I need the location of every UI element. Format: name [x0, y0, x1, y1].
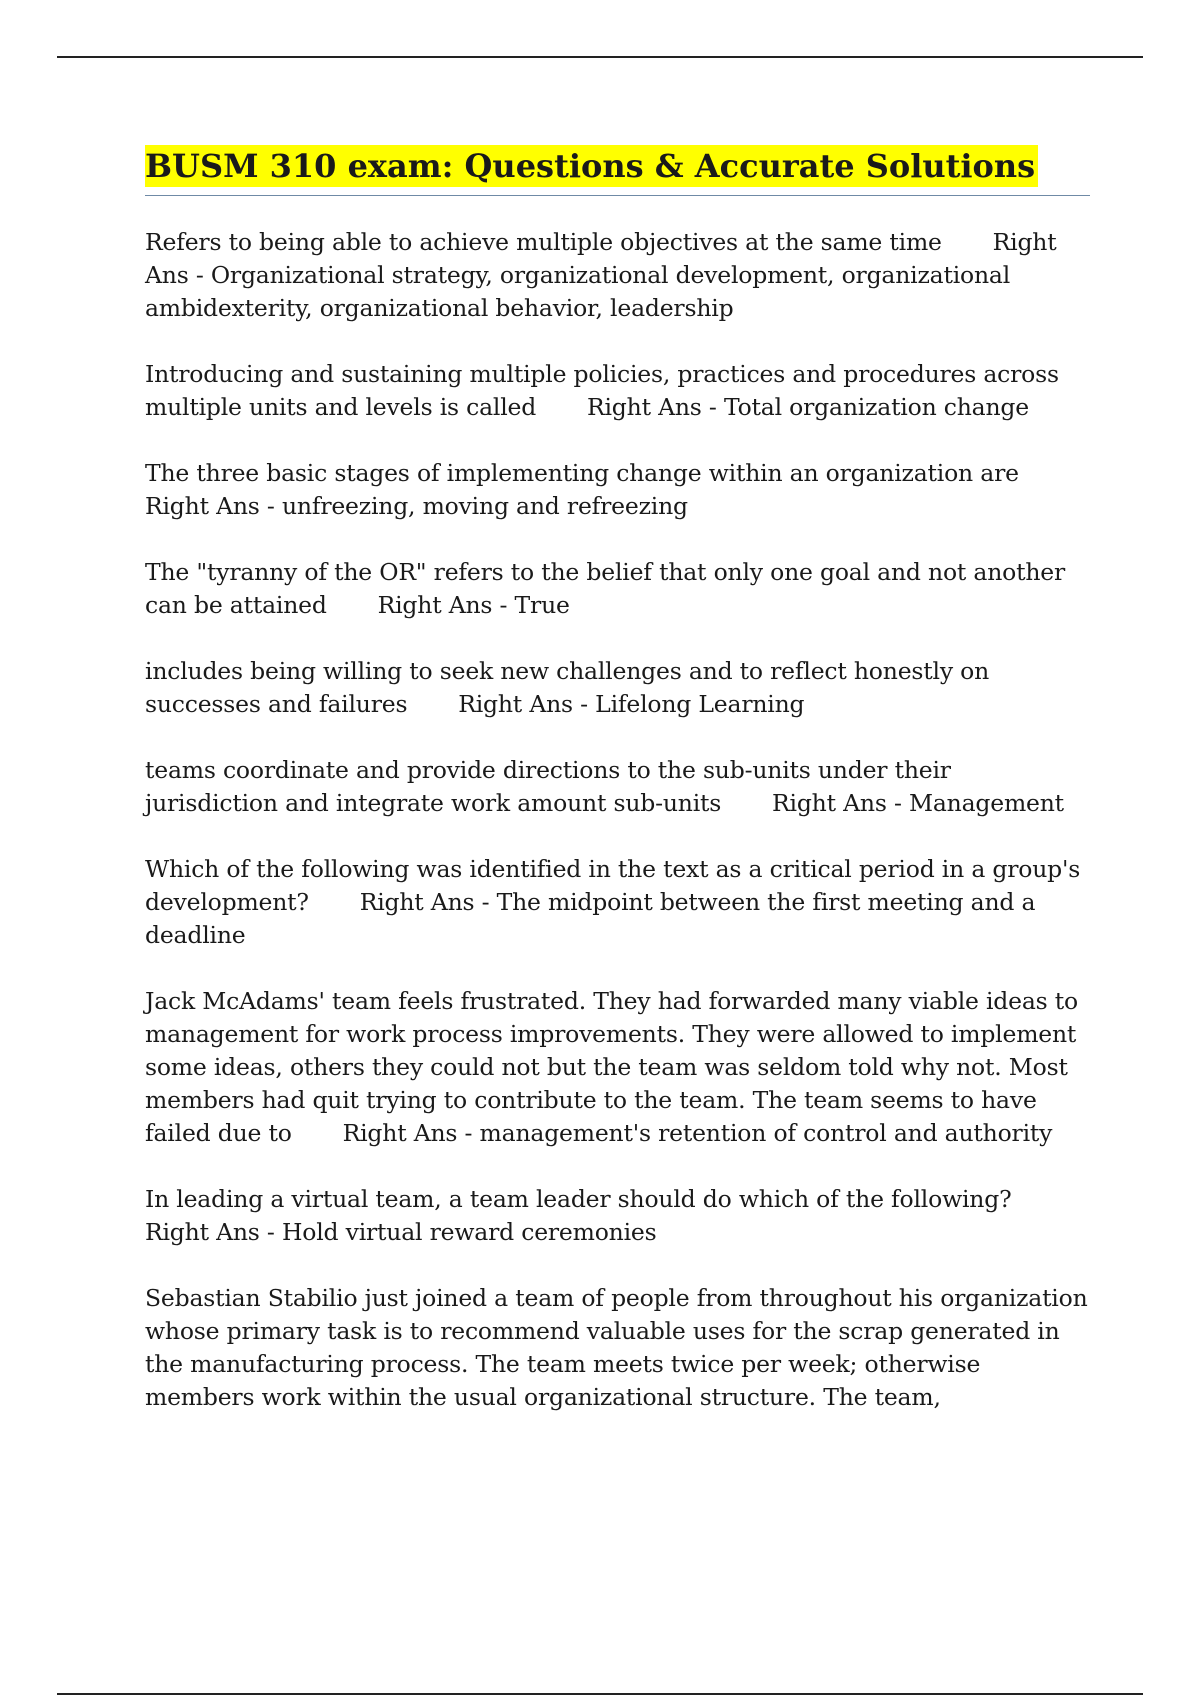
answer-text: Right Ans - Organizational strategy, organizational development, organizational ambidexterity, organizational behavior, leadership: [145, 228, 1064, 322]
qa-item: [145, 1183, 1090, 1249]
document-title: BUSM 310 exam: Questions & Accurate Solutions: [145, 145, 1038, 187]
qa-item: [145, 1282, 1095, 1414]
answer-text: Right Ans - The midpoint between the first meeting and a deadline: [145, 888, 1043, 949]
qa-item: [145, 226, 1090, 325]
header-rule: [57, 56, 1143, 58]
answer-gap: [309, 888, 360, 916]
question-text: Introducing and sustaining multiple policies, practices and procedures across multiple units and levels is called: [145, 360, 1067, 421]
answer-text: Right Ans - unfreezing, moving and refreezing: [145, 492, 688, 520]
answer-text: Right Ans - Lifelong Learning: [458, 690, 805, 718]
question-text: The three basic stages of implementing change within an organization are: [145, 459, 1019, 487]
question-text: Refers to being able to achieve multiple objectives at the same time: [145, 228, 942, 256]
answer-gap: [942, 228, 993, 256]
answer-text: Right Ans - Management: [772, 789, 1064, 817]
question-text: Jack McAdams' team feels frustrated. They had forwarded many viable ideas to management for work process improvements. They were allowed to implement some ideas, others they could not but the team was seldom told why not. Most members had quit trying to contribute to the team. The team seems to have failed due to: [145, 987, 1086, 1147]
document-body: [145, 145, 1095, 1447]
question-text: Which of the following was identified in the text as a critical period in a group's development?: [145, 855, 1088, 916]
answer-gap: [721, 789, 772, 817]
answer-text: Right Ans - Total organization change: [587, 393, 1029, 421]
title-block: [145, 145, 1090, 196]
answer-text: Right Ans - management's retention of control and authority: [342, 1119, 1053, 1147]
answer-gap: [327, 591, 378, 619]
answer-gap: [536, 393, 587, 421]
answer-text: Right Ans - True: [377, 591, 570, 619]
qa-item: [145, 655, 1090, 721]
qa-item: [145, 853, 1090, 952]
answer-gap: [1012, 1185, 1063, 1213]
answer-gap: [1019, 459, 1070, 487]
question-text: teams coordinate and provide directions to the sub-units under their jurisdiction and integrate work amount sub-units: [145, 756, 959, 817]
question-text: includes being willing to seek new challenges and to reflect honestly on successes and failures: [145, 657, 997, 718]
answer-gap: [407, 690, 458, 718]
qa-item: [145, 754, 1090, 820]
footer-rule: [57, 1693, 1143, 1695]
qa-item: [145, 457, 1090, 523]
answer-gap: [292, 1119, 343, 1147]
qa-item: [145, 358, 1090, 424]
question-text: Sebastian Stabilio just joined a team of people from throughout his organization whose primary task is to recommend valuable uses for the scrap generated in the manufacturing process. The team meets twice per week; otherwise members work within the usual organizational structure. The team,: [145, 1284, 1095, 1411]
qa-item: [145, 556, 1090, 622]
answer-text: Right Ans - Hold virtual reward ceremonies: [145, 1218, 657, 1246]
qa-item: [145, 985, 1090, 1150]
question-text: The "tyranny of the OR" refers to the belief that only one goal and not another can be attained: [145, 558, 1073, 619]
question-text: In leading a virtual team, a team leader should do which of the following?: [145, 1185, 1012, 1213]
